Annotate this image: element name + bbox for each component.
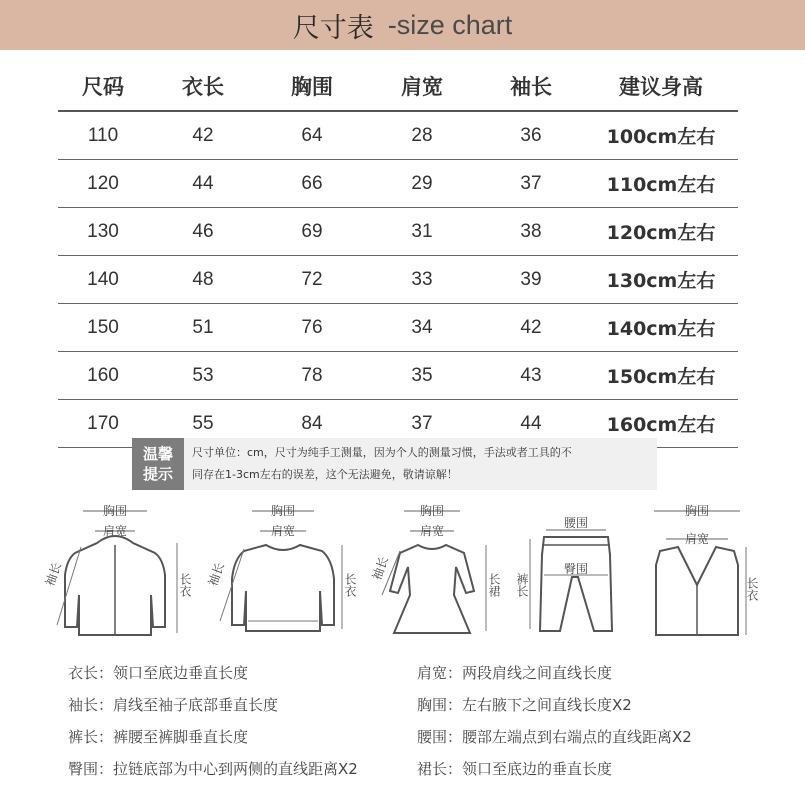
cell-length: 51 [148, 304, 258, 352]
table-row [58, 208, 738, 256]
cell-size: 150 [58, 304, 148, 352]
vest-right: 长衣 [745, 577, 759, 601]
cell-shoulder: 29 [366, 160, 478, 208]
cell-height: 120cm左右 [584, 208, 738, 256]
cell-size: 170 [58, 400, 148, 448]
cell-chest: 78 [258, 352, 366, 400]
vest-diagram [640, 495, 765, 645]
pants-left: 裤长 [515, 573, 529, 597]
cell-sleeve: 38 [478, 208, 584, 256]
note-item [68, 758, 358, 779]
table-row [58, 304, 738, 352]
dress-top2: 肩宽 [419, 524, 445, 538]
cell-size: 160 [58, 352, 148, 400]
note-item [417, 662, 612, 683]
note-label: 裙长： [417, 760, 463, 778]
cell-size: 130 [58, 208, 148, 256]
badge-line1: 温馨 [142, 445, 173, 463]
warm-tip-badge [132, 438, 184, 490]
cell-height: 130cm左右 [584, 256, 738, 304]
note-text: 裤腰至裤脚垂直长度 [113, 728, 249, 746]
note-text: 领口至底边垂直长度 [113, 664, 249, 682]
col-header-size: 尺码 [58, 62, 148, 111]
cell-chest: 64 [258, 111, 366, 160]
tip-line2: 同存在1-3cm左右的误差，这个无法避免，敬请谅解！ [192, 468, 458, 481]
cell-chest: 69 [258, 208, 366, 256]
note-item [68, 694, 278, 715]
title-banner [0, 0, 805, 50]
title-english: -size chart [387, 9, 513, 40]
cell-chest: 72 [258, 256, 366, 304]
col-header-sleeve: 袖长 [478, 62, 584, 111]
dress-top1: 胸围 [419, 504, 445, 518]
cell-length: 48 [148, 256, 258, 304]
sweater-icon [200, 495, 365, 645]
table-row [58, 111, 738, 160]
note-item [417, 694, 632, 715]
vest-top1: 胸围 [684, 504, 710, 518]
size-table [58, 62, 738, 448]
pants-icon [510, 495, 630, 645]
cell-length: 42 [148, 111, 258, 160]
pants-top2: 臀围 [563, 562, 589, 576]
sweater-diagram [200, 495, 365, 645]
vest-icon [640, 495, 765, 645]
badge-line2: 提示 [142, 465, 173, 483]
note-label: 臀围： [68, 760, 114, 778]
note-item [417, 758, 612, 779]
cell-length: 46 [148, 208, 258, 256]
cell-shoulder: 33 [366, 256, 478, 304]
cell-sleeve: 44 [478, 400, 584, 448]
cell-sleeve: 37 [478, 160, 584, 208]
jacket-right: 长衣 [178, 573, 192, 597]
note-label: 腰围： [417, 728, 463, 746]
jacket-diagram [35, 495, 195, 645]
note-text: 领口至底边的垂直长度 [462, 760, 613, 778]
cell-sleeve: 39 [478, 256, 584, 304]
note-label: 裤长： [68, 728, 114, 746]
sweater-top1: 胸围 [270, 504, 296, 518]
col-header-shoulder: 肩宽 [366, 62, 478, 111]
cell-sleeve: 42 [478, 304, 584, 352]
dress-diagram [370, 495, 505, 645]
vest-top2: 肩宽 [684, 532, 710, 546]
note-item [417, 726, 692, 747]
table-row [58, 256, 738, 304]
pants-diagram [510, 495, 630, 645]
table-row [58, 352, 738, 400]
cell-height: 100cm左右 [584, 111, 738, 160]
cell-sleeve: 36 [478, 111, 584, 160]
cell-shoulder: 37 [366, 400, 478, 448]
cell-sleeve: 43 [478, 352, 584, 400]
cell-length: 53 [148, 352, 258, 400]
sweater-right: 长衣 [343, 573, 357, 597]
cell-length: 55 [148, 400, 258, 448]
cell-chest: 76 [258, 304, 366, 352]
col-header-height: 建议身高 [584, 62, 738, 111]
dress-right: 长裙 [487, 573, 501, 597]
jacket-top1: 胸围 [102, 504, 128, 518]
note-text: 两段肩线之间直线长度 [462, 664, 613, 682]
tip-text [184, 442, 657, 486]
cell-shoulder: 34 [366, 304, 478, 352]
note-item [68, 662, 248, 683]
col-header-length: 衣长 [148, 62, 258, 111]
warm-tip-box [132, 438, 657, 490]
col-header-chest: 胸围 [258, 62, 366, 111]
table-row [58, 160, 738, 208]
note-text: 肩线至袖子底部垂直长度 [113, 696, 279, 714]
cell-shoulder: 35 [366, 352, 478, 400]
cell-height: 110cm左右 [584, 160, 738, 208]
cell-shoulder: 28 [366, 111, 478, 160]
cell-size: 110 [58, 111, 148, 160]
jacket-icon [35, 495, 195, 645]
sweater-top2: 肩宽 [270, 524, 296, 538]
cell-shoulder: 31 [366, 208, 478, 256]
sweater-left: 袖长 [205, 560, 228, 589]
cell-size: 140 [58, 256, 148, 304]
note-label: 胸围： [417, 696, 463, 714]
dress-left: 袖长 [370, 554, 392, 583]
note-item [68, 726, 248, 747]
dress-icon [370, 495, 505, 645]
cell-chest: 84 [258, 400, 366, 448]
note-label: 衣长： [68, 664, 114, 682]
tip-line1: 尺寸单位：cm，尺寸为纯手工测量，因为个人的测量习惯，手法或者工具的不 [192, 446, 572, 459]
note-text: 拉链底部为中心到两侧的直线距离X2 [113, 760, 358, 778]
cell-chest: 66 [258, 160, 366, 208]
pants-top1: 腰围 [563, 516, 589, 530]
note-label: 袖长： [68, 696, 114, 714]
title-chinese: 尺寸表 [292, 12, 374, 44]
cell-height: 140cm左右 [584, 304, 738, 352]
cell-height: 160cm左右 [584, 400, 738, 448]
jacket-top2: 肩宽 [102, 524, 128, 538]
note-text: 左右腋下之间直线长度X2 [462, 696, 632, 714]
note-text: 腰部左端点到右端点的直线距离X2 [462, 728, 692, 746]
note-label: 肩宽： [417, 664, 463, 682]
jacket-left: 袖长 [42, 560, 65, 589]
table-header-row [58, 62, 738, 111]
cell-size: 120 [58, 160, 148, 208]
cell-length: 44 [148, 160, 258, 208]
cell-height: 150cm左右 [584, 352, 738, 400]
